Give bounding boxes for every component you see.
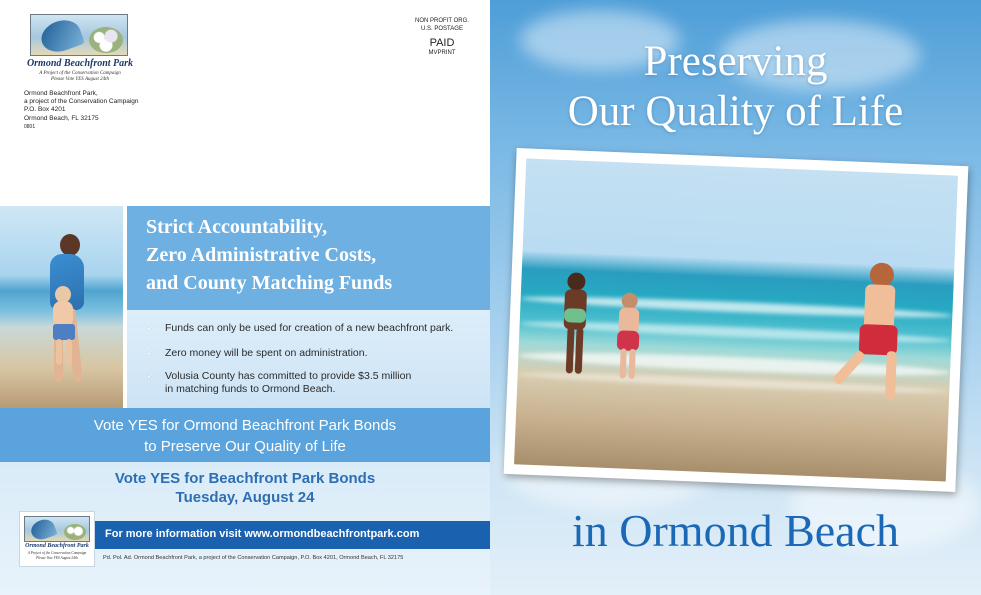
postage-line: MVPRINT <box>428 50 456 56</box>
accountability-title-line: Strict Accountability, <box>146 216 328 238</box>
cover-headline: Preserving <box>643 38 828 85</box>
return-address-line: Ormond Beachfront Park, <box>24 90 98 97</box>
return-address-line: P.O. Box 4201 <box>24 106 66 114</box>
bullet-text: Volusia County has committed to provide $3.5 million <box>165 370 412 382</box>
postage-line: U.S. POSTAGE <box>421 25 463 32</box>
logo-subtitle: A Project of the Conservation Campaign <box>39 71 121 76</box>
return-address-line: Ormond Beach, FL 32175 <box>24 114 99 122</box>
park-logo <box>30 14 128 56</box>
children-beach-photo <box>514 158 958 481</box>
cover-headline: Our Quality of Life <box>567 88 904 135</box>
accountability-title <box>146 213 392 297</box>
logo-subtitle: A Project of the Conservation Campaign <box>27 551 87 555</box>
mailer-panel <box>0 0 490 595</box>
vote-banner-line: Vote YES for Ormond Beachfront Park Bonds <box>93 417 397 434</box>
return-address <box>24 90 139 131</box>
postage-line: NON PROFIT ORG. <box>415 18 469 24</box>
bullet-text: Funds can only be used for creation of a new beachfront park. <box>165 322 454 334</box>
info-bar <box>95 521 490 549</box>
vote-date-line: Vote YES for Beachfront Park Bonds <box>114 470 376 487</box>
website-link[interactable]: For more information visit www.ormondbeachfrontpark.com <box>105 528 420 540</box>
checkmark-icon: ✓ <box>146 370 156 382</box>
postage-indicia <box>412 18 472 58</box>
logo-tagline: Please Vote YES August 24th <box>51 77 109 82</box>
accountability-bullets <box>127 310 490 408</box>
park-logo-small <box>19 511 95 567</box>
accountability-title-line: Zero Administrative Costs, <box>146 244 377 266</box>
logo-tagline: Please Vote YES August 24th <box>36 556 78 560</box>
flowers-logo-icon <box>64 524 86 540</box>
postage-paid: PAID <box>429 37 455 49</box>
logo-title: Ormond Beachfront Park <box>26 58 134 69</box>
vote-date: Tuesday, August 24 <box>175 489 315 506</box>
cover-footline: in Ormond Beach <box>571 505 900 556</box>
checkmark-icon: ✓ <box>146 322 156 334</box>
return-address-line: 0801 <box>24 123 36 130</box>
mother-child-photo <box>0 206 123 408</box>
wave-logo-icon <box>28 516 57 542</box>
accountability-title-line: and County Matching Funds <box>146 272 393 294</box>
return-address-line: a project of the Conservation Campaign <box>24 98 139 106</box>
vote-banner <box>0 408 490 462</box>
flowers-logo-icon <box>89 27 123 53</box>
bullet-text: Zero money will be spent on administration. <box>165 347 368 359</box>
wave-logo-icon <box>37 15 85 56</box>
bullet-text: in matching funds to Ormond Beach. <box>165 383 336 395</box>
vote-banner-line: to Preserve Our Quality of Life <box>144 438 346 455</box>
paid-for-disclaimer: Pd. Pol. Ad. Ormond Beachfront Park, a project of the Conservation Campaign, P.O. Box 4201, Ormond Beach, FL 32175 <box>103 555 404 561</box>
logo-title: Ormond Beachfront Park <box>25 543 89 549</box>
checkmark-icon: ✓ <box>146 347 156 359</box>
beach-photo-frame <box>504 148 969 492</box>
accountability-header <box>127 206 490 310</box>
